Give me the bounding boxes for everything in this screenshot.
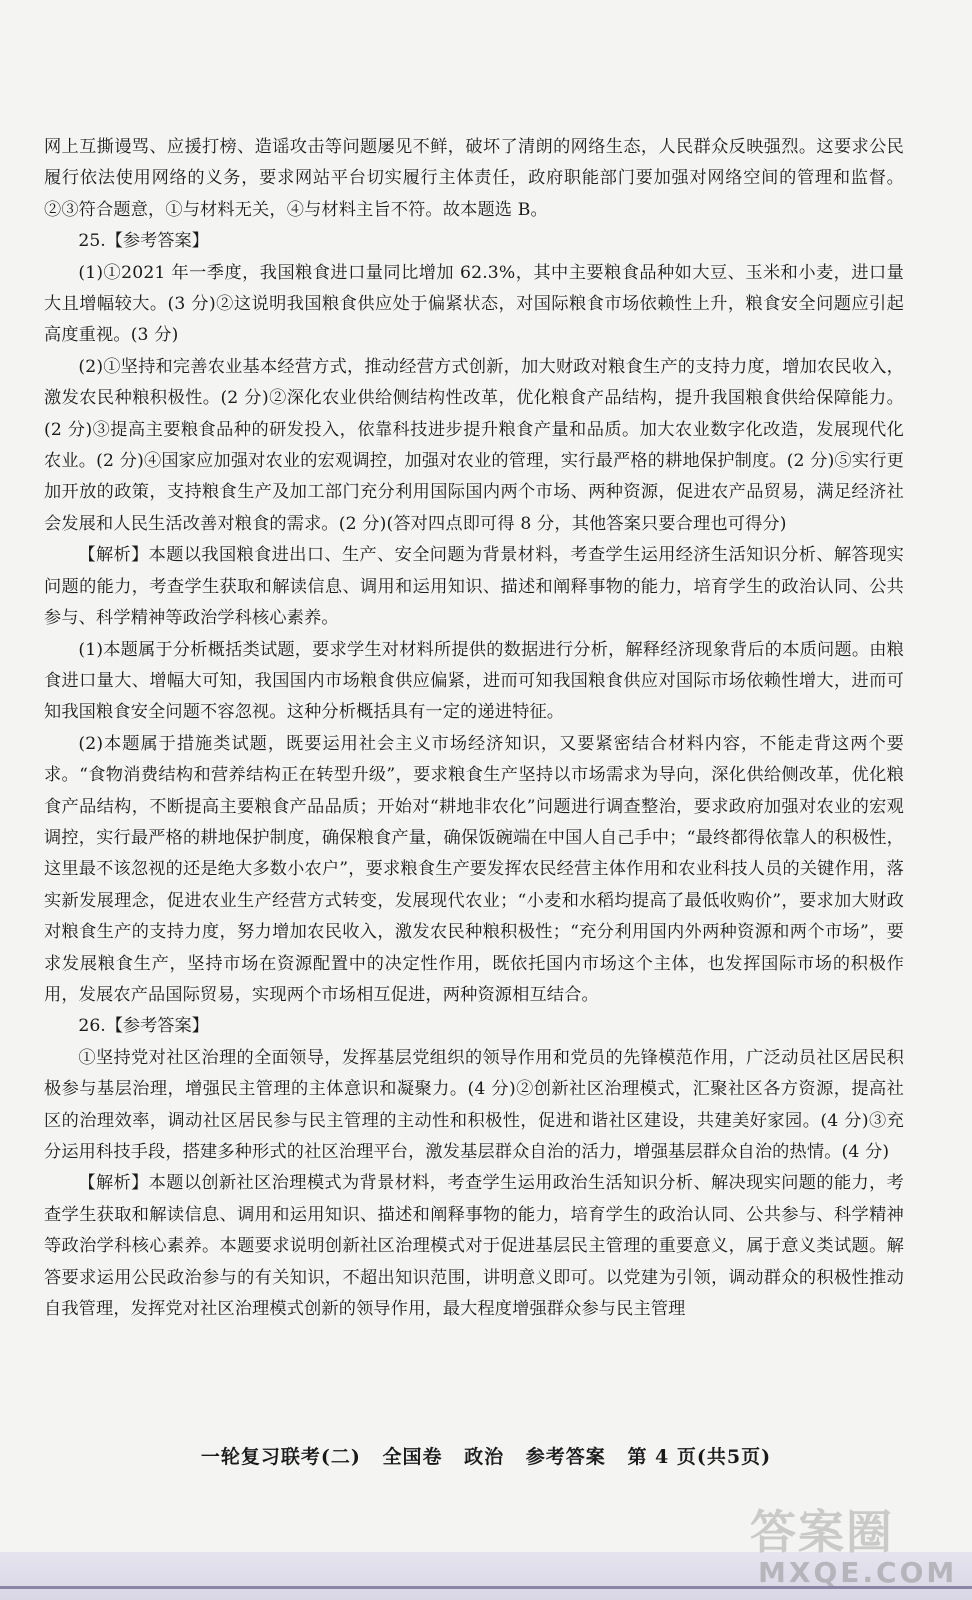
watermark-logo-cn: 答案圈 — [750, 1505, 894, 1559]
paragraph-q24-continuation: 网上互撕谩骂、应援打榜、造谣攻击等问题屡见不鲜，破坏了清朗的网络生态，人民群众反映强烈。这要求公民履行依法使用网络的义务，要求网站平台切实履行主体责任，政府职能部门要加强对网络空间的管理和监督。②③符合题意，①与材料无关，④与材料主旨不符。故本题选 B。 — [44, 137, 904, 220]
footer-kind: 参考答案 — [525, 1446, 606, 1468]
question-25-explanation-2: (2)本题属于措施类试题，既要运用社会主义市场经济知识，又要紧密结合材料内容，不能走背这两个要求。“食物消费结构和营养结构正在转型升级”，要求粮食生产坚持以市场需求为导向，深化供给侧改革，优化粮食产品结构，不断提高主要粮食产品品质；开始对“耕地非农化”问题进行调查整治，要求政府加强对农业的宏观调控，实行最严格的耕地保护制度，确保粮食产量，确保饭碗端在中国人自己手中；“最终都得依靠人的积极性，这里最不该忽视的还是绝大多数小农户”，要求粮食生产要发挥农民经营主体作用和农业科技人员的关键作用，落实新发展理念，促进农业生产经营方式转变，发展现代农业；“小麦和水稻均提高了最低收购价”，要求加大财政对粮食生产的支持力度，努力增加农民收入，激发农民种粮积极性；“充分利用国内外两种资源和两个市场”，要求发展粮食生产，坚持市场在资源配置中的决定性作用，既依托国内市场这个主体，也发挥国际市场的积极作用，发展农产品国际贸易，实现两个市场相互促进，两种资源相互结合。 — [44, 733, 904, 1005]
question-25-answer-1: (1)①2021 年一季度，我国粮食进口量同比增加 62.3%，其中主要粮食品种如大豆、玉米和小麦，进口量大且增幅较大。(3 分)②这说明我国粮食供应处于偏紧状态，对国际粮食市场依赖性上升，粮食安全问题应引起高度重视。(3 分) — [44, 262, 904, 346]
document-body — [44, 132, 904, 1325]
footer-subject: 政治 — [464, 1446, 505, 1468]
footer-scope: 全国卷 — [382, 1446, 443, 1468]
question-25-heading: 25.【参考答案】 — [78, 231, 209, 252]
question-26-analysis: 【解析】本题以创新社区治理模式为背景材料，考查学生运用政治生活知识分析、解决现实问题的能力，考查学生获取和解读信息、调用和运用知识、描述和阐释事物的能力，培育学生的政治认同、公共参与、科学精神等政治学科核心素养。本题要求说明创新社区治理模式对于促进基层民主管理的重要意义，属于意义类试题。解答要求运用公民政治参与的有关知识，不超出知识范围，讲明意义即可。以党建为引领，调动群众的积极性推动自我管理，发挥党对社区治理模式创新的领导作用，最大程度增强群众参与民主管理 — [44, 1173, 904, 1320]
question-26-heading: 26.【参考答案】 — [78, 1016, 209, 1037]
watermark-logo-en: MXQE.COM — [758, 1556, 958, 1589]
watermark-logo — [750, 1490, 958, 1590]
footer-page-number: 第 4 页(共5页) — [627, 1446, 772, 1468]
question-25-answer-2: (2)①坚持和完善农业基本经营方式，推动经营方式创新，加大财政对粮食生产的支持力度，增加农民收入，激发农民种粮积极性。(2 分)②深化农业供给侧结构性改革，优化粮食产品结构，提升我国粮食供给保障能力。(2 分)③提高主要粮食品种的研发投入，依靠科技进步提升粮食产量和品质。加大农业数字化改造，发展现代化农业。(2 分)④国家应加强对农业的宏观调控，加强对农业的管理，实行最严格的耕地保护制度。(2 分)⑤实行更加开放的政策，支持粮食生产及加工部门充分利用国际国内两个市场、两种资源，促进农产品贸易，满足经济社会发展和人民生活改善对粮食的需求。(2 分)(答对四点即可得 8 分，其他答案只要合理也可得分) — [44, 356, 904, 534]
question-26-answer: ①坚持党对社区治理的全面领导，发挥基层党组织的领导作用和党员的先锋模范作用，广泛动员社区居民积极参与基层治理，增强民主管理的主体意识和凝聚力。(4 分)②创新社区治理模式，汇聚社区各方资源，提高社区的治理效率，调动社区居民参与民主管理的主动性和积极性，促进和谐社区建设，共建美好家园。(4 分)③充分运用科技手段，搭建多种形式的社区治理平台，激发基层群众自治的活力，增强基层群众自治的热情。(4 分) — [44, 1047, 904, 1162]
question-25-explanation-1: (1)本题属于分析概括类试题，要求学生对材料所提供的数据进行分析，解释经济现象背后的本质问题。由粮食进口量大、增幅大可知，我国国内市场粮食供应偏紧，进而可知我国粮食供应对国际市场依赖性增大，进而可知我国粮食安全问题不容忽视。这种分析概括具有一定的递进特征。 — [44, 639, 904, 723]
footer-exam: 一轮复习联考(二) — [200, 1446, 361, 1468]
question-25-analysis: 【解析】本题以我国粮食进出口、生产、安全问题为背景材料，考查学生运用经济生活知识分析、解答现实问题的能力，考查学生获取和解读信息、调用和运用知识、描述和阐释事物的能力，培育学生的政治认同、公共参与、科学精神等政治学科核心素养。 — [44, 545, 904, 629]
page-footer — [0, 1442, 972, 1469]
